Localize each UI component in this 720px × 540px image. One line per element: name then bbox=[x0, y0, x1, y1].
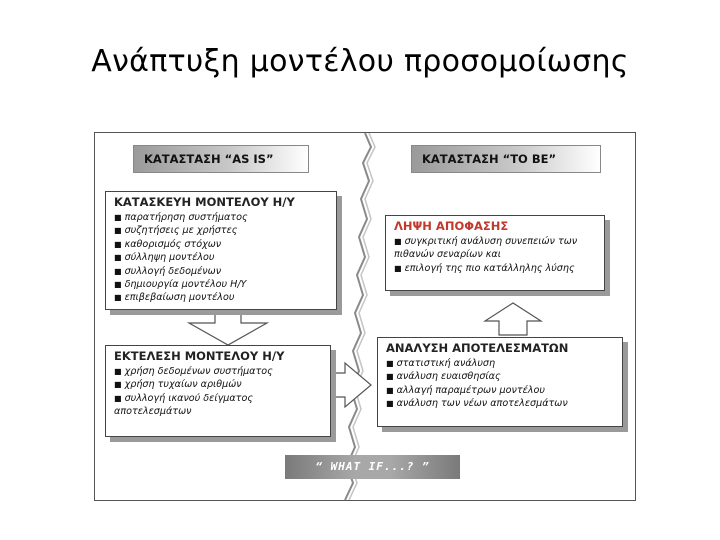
analysis-title: ΑΝΑΛΥΣΗ ΑΠΟΤΕΛΕΣΜΑΤΩΝ bbox=[386, 341, 569, 355]
list-item: ■ ανάλυση των νέων αποτελεσμάτων bbox=[386, 398, 568, 410]
simulation-diagram bbox=[94, 132, 636, 501]
list-item: ■ συλλογή ικανού δείγματος bbox=[114, 392, 253, 404]
header-to-be: ΚΑΤΑΣΤΑΣΗ “TO BE” bbox=[411, 145, 601, 173]
arrow-down bbox=[189, 310, 267, 345]
arrow-right bbox=[335, 363, 371, 407]
list-item: ■ επιλογή της πιο κατάλληλης λύσης bbox=[394, 262, 575, 274]
run-model-tail: αποτελεσμάτων bbox=[114, 406, 192, 418]
list-item: ■ χρήση δεδομένων συστήματος bbox=[114, 366, 273, 377]
list-item: ■ συλλογή δεδομένων bbox=[114, 265, 222, 277]
run-model-title: ΕΚΤΕΛΕΣΗ ΜΟΝΤΕΛΟΥ Η/Υ bbox=[114, 349, 285, 363]
build-model-box bbox=[105, 191, 337, 310]
decision-title: ΛΗΨΗ ΑΠΟΦΑΣΗΣ bbox=[394, 219, 509, 233]
divider-crack bbox=[95, 133, 635, 500]
list-item: ■ δημιουργία μοντέλου Η/Υ bbox=[114, 279, 247, 291]
build-model-title: ΚΑΤΑΣΚΕΥΗ ΜΟΝΤΕΛΟΥ Η/Υ bbox=[114, 195, 295, 209]
slide-title: Ανάπτυξη μοντέλου προσομοίωσης bbox=[91, 44, 629, 79]
header-as-is: ΚΑΤΑΣΤΑΣΗ “AS IS” bbox=[133, 145, 309, 173]
run-model-box bbox=[105, 345, 331, 437]
decision-box bbox=[385, 215, 605, 291]
list-item: ■ επιβεβαίωση μοντέλου bbox=[114, 292, 235, 304]
list-item: ■ συζητήσεις με χρήστες bbox=[114, 225, 238, 237]
analysis-box bbox=[377, 337, 623, 427]
list-item: ■ χρήση τυχαίων αριθμών bbox=[114, 379, 242, 391]
what-if-banner: “ WHAT IF...? ” bbox=[285, 455, 460, 479]
list-item: ■ ανάλυση ευαισθησίας bbox=[386, 371, 501, 383]
arrow-up bbox=[485, 303, 541, 335]
list-item: ■ αλλαγή παραμέτρων μοντέλου bbox=[386, 384, 545, 396]
list-item: ■ στατιστική ανάλυση bbox=[386, 358, 496, 369]
list-item: ■ σύλληψη μοντέλου bbox=[114, 252, 215, 264]
list-item: ■ παρατήρηση συστήματος bbox=[114, 212, 248, 223]
list-item: ■ συγκριτική ανάλυση συνεπειών των πιθανών σεναρίων και bbox=[394, 236, 578, 261]
list-item: ■ καθορισμός στόχων bbox=[114, 238, 222, 250]
